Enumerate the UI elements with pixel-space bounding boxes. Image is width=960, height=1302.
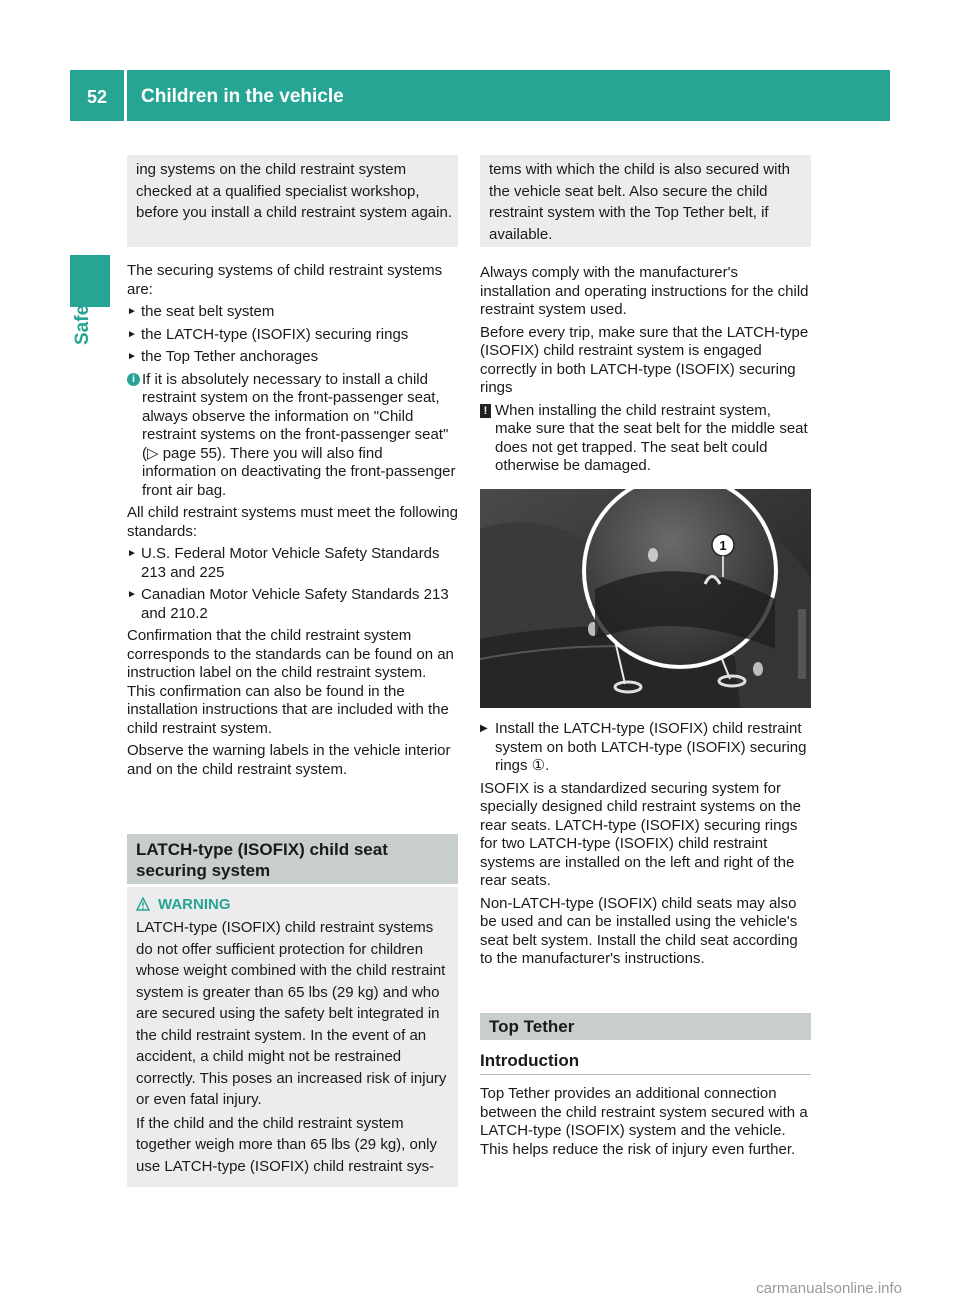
warning-title: WARNING [136,896,231,915]
warning-triangle-icon [136,897,150,911]
exclamation-icon: ! [480,404,491,418]
section-heading: Top Tether [489,1017,575,1036]
instruction-step: ▶ Install the LATCH-type (ISOFIX) child restraint system on both LATCH-type (ISOFIX) securing rings ①. [480,720,807,774]
info-icon: i [127,373,140,386]
list-item: ► the Top Tether anchorages [127,348,319,365]
warning-text [136,917,452,1177]
paragraph: The securing systems of child restraint systems are: [127,262,443,298]
isofix-anchor-illustration [480,489,811,708]
step-arrow-icon: ▶ [480,723,488,734]
continued-warning-box-left [127,155,458,247]
paragraph: Non-LATCH-type (ISOFIX) child seats may also be used and can be installed using the vehicle's seat belt system. Install the child seat according to the manufacturer's instructions. [480,894,798,967]
caution-note: ! When installing the child restraint system, make sure that the seat belt for the middle seat does not get trapped. The seat belt could otherwise be damaged. [480,402,811,476]
section-heading-band [127,834,458,884]
watermark: carmanualsonline.info [756,1279,902,1297]
list-item: ► the seat belt system [127,303,275,320]
left-column [127,262,458,783]
continued-warning-text: tems with which the child is also secured with the vehicle seat belt. Also secure the child restraint system with the Top Tether belt, if available. [489,161,790,243]
seat-image [480,489,811,708]
paragraph: Always comply with the manufacturer's installation and operating instructions for the child restraint system used. [480,264,809,318]
page-number: 52 [86,87,108,107]
section-side-label: Safety [72,287,93,345]
paragraph: ISOFIX is a standardized securing system for specially designed child restraint systems on the rear seats. LATCH-type (ISOFIX) securing rings for two LATCH-type (ISOFIX) child restraint systems are installed on the left and right of the rear seats. [480,779,801,889]
paragraph: If the child and the child restraint system together weigh more than 65 lbs (29 kg), only use LATCH-type (ISOFIX) child restraint sys- [136,1114,438,1175]
paragraph: Before every trip, make sure that the LATCH-type (ISOFIX) child restraint system is engaged correctly in both LATCH-type (ISOFIX) securing rings [480,323,809,396]
bullet-icon: ► [127,306,137,317]
subsection-heading: Introduction [480,1049,811,1075]
paragraph: All child restraint systems must meet the following standards: [127,504,458,540]
paragraph: Top Tether provides an additional connection between the child restraint system secured with a LATCH-type (ISOFIX) system and the vehicle. This helps reduce the risk of injury even further. [480,1085,808,1158]
list-item: ► Canadian Motor Vehicle Safety Standards 213 and 210.2 [127,586,449,622]
section-heading-band [480,1013,811,1040]
info-note: i If it is absolutely necessary to install a child restraint system on the front-passenger seat, always observe the information on "Child restraint systems on the front-passenger seat" (▷ page 55). There you will also find information on deactivating the front-passenger front air bag. [127,371,458,501]
bullet-icon: ► [127,548,137,559]
bullet-icon: ► [127,589,137,600]
bullet-icon: ► [127,328,137,340]
warning-box [127,887,458,1187]
bullet-icon: ► [127,351,137,362]
section-heading: LATCH-type (ISOFIX) child seat securing system [136,840,388,880]
list-item: ► U.S. Federal Motor Vehicle Safety Standards 213 and 225 [127,545,440,581]
header-divider [124,70,127,121]
list-item: ► the LATCH-type (ISOFIX) securing rings [127,325,409,343]
right-column-lower [480,720,811,973]
continued-warning-text: ing systems on the child restraint system checked at a qualified specialist workshop, before you install a child restraint system again. [136,161,452,221]
right-column-upper [480,264,811,480]
paragraph: LATCH-type (ISOFIX) child restraint systems do not offer sufficient protection for children whose weight combined with the child restraint system is greater than 65 lbs (29 kg) and who are secured using the safety belt integrated in the child restraint system. In the event of an accident, a child might not be restrained correctly. This poses an increased risk of injury or even fatal injury. [136,919,447,1108]
top-tether-text [480,1085,811,1163]
paragraph: Confirmation that the child restraint system corresponds to the standards can be found on an instruction label on the child restraint system. This confirmation can also be found in the installation instructions that are included with the child restraint system. [127,627,454,737]
chapter-title: Children in the vehicle [141,86,344,107]
paragraph: Observe the warning labels in the vehicle interior and on the child restraint system. [127,742,451,778]
continued-warning-box-right [480,155,811,247]
callout-label: 1 [719,538,727,553]
